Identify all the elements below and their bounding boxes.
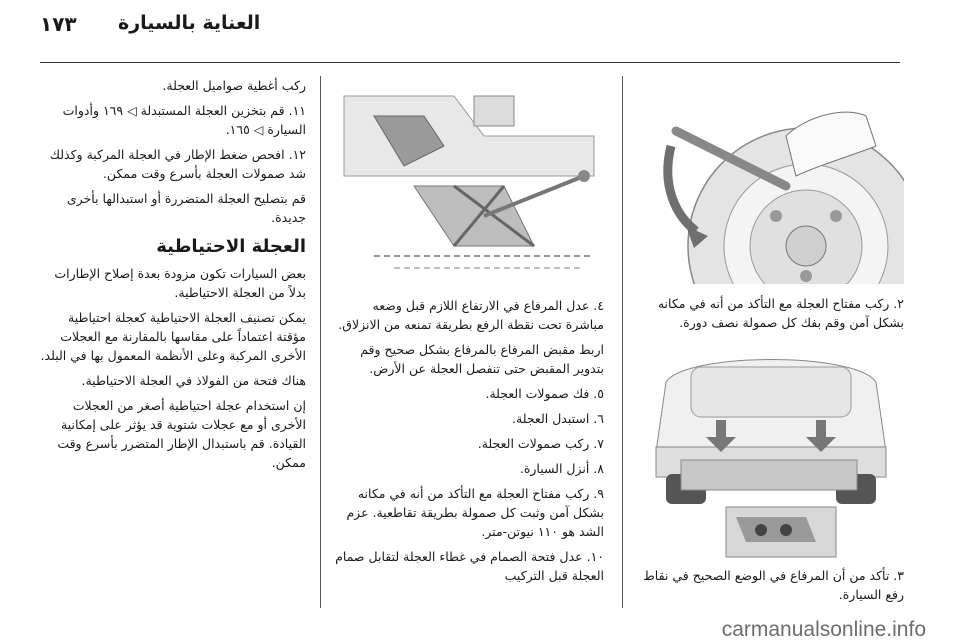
spare-wheel-para-4: إن استخدام عجلة احتياطية أصغر من العجلات الأخرى أو مع عجلات شتوية قد يؤثر على إمكانية القيادة. قم باستبدال الإطار المتضرر بأسرع وقت ممكن. bbox=[57, 398, 306, 470]
repair-note: قم بتصليح العجلة المتضررة أو استبدالها بأخرى جديدة. bbox=[66, 191, 306, 225]
spare-wheel-para-2: يمكن تصنيف العجلة الاحتياطية كعجلة احتياطية مؤقتة اعتماداً على مقاسها بالمقارنة مع العجلات الأخرى المركبة وعلى الأنظمة المعمول بها في البلد. bbox=[40, 310, 306, 363]
step-intro: ركب أغطية صواميل العجلة. bbox=[162, 78, 306, 93]
step-7: ٧. ركب صمولات العجلة. bbox=[477, 436, 604, 451]
step-11: ١١. قم بتخزين العجلة المستبدلة ◁ ١٦٩ وأدوات السيارة ◁ ١٦٥. bbox=[62, 103, 306, 137]
header-divider bbox=[40, 62, 900, 63]
step-4-note: اربط مقبض المرفاع بالمرفاع بشكل صحيح وقم بتدوير المقبض حتى تنفصل العجلة عن الأرض. bbox=[360, 342, 604, 376]
spare-wheel-para-1: بعض السيارات تكون مزودة بعدة إصلاح الإطارات بدلاً من العجلة الاحتياطية. bbox=[54, 266, 306, 300]
watermark: carmanualsonline.info bbox=[721, 618, 926, 641]
step-4: ٤. عدل المرفاع في الارتفاع اللازم قبل وضعه مباشرة تحت نقطة الرفع بطريقة تمنعه من الانزلاق. bbox=[338, 298, 604, 332]
chapter-title: العناية بالسيارة bbox=[118, 12, 261, 34]
step-12: ١٢. افحص ضغط الإطار في العجلة المركبة وكذلك شد صمولات العجلة بأسرع وقت ممكن. bbox=[49, 147, 306, 181]
step-9: ٩. ركب مفتاح العجلة مع التأكد من أنه في مكانه بشكل آمن وثبت كل صمولة بطريقة تقاطعية. عزم الشد هو ١١٠ نيوتن-متر. bbox=[346, 486, 604, 539]
page-number: ١٧٣ bbox=[40, 12, 77, 36]
section-title-spare-wheel: العجلة الاحتياطية bbox=[156, 236, 306, 257]
right-column-steps bbox=[636, 294, 904, 338]
step-3: ٣. تأكد من أن المرفاع في الوضع الصحيح في نقاط رفع السيارة. bbox=[643, 568, 904, 602]
step-6: ٦. استبدل العجلة. bbox=[512, 411, 604, 426]
jack-positioning-illustration bbox=[334, 76, 604, 282]
step-10: ١٠. عدل فتحة الصمام في غطاء العجلة لتقابل صمام العجلة قبل التركيب bbox=[335, 549, 604, 583]
column-divider-left bbox=[320, 76, 321, 608]
wheel-wrench-illustration bbox=[636, 76, 904, 284]
middle-column-steps bbox=[334, 296, 604, 591]
step-2: ٢. ركب مفتاح العجلة مع التأكد من أنه في مكانه بشكل آمن وقم بفك كل صمولة نصف دورة. bbox=[657, 296, 904, 330]
car-jacking-points-illustration bbox=[636, 342, 904, 564]
step-5: ٥. فك صمولات العجلة. bbox=[485, 386, 604, 401]
step-8: ٨. أنزل السيارة. bbox=[519, 461, 604, 476]
spare-wheel-para-3: هناك فتحة من الفولاذ في العجلة الاحتياطية. bbox=[81, 373, 306, 388]
right-column-steps-bottom bbox=[636, 566, 904, 610]
left-column-content bbox=[40, 76, 306, 478]
page-header bbox=[0, 6, 960, 48]
column-divider-right bbox=[622, 76, 623, 608]
